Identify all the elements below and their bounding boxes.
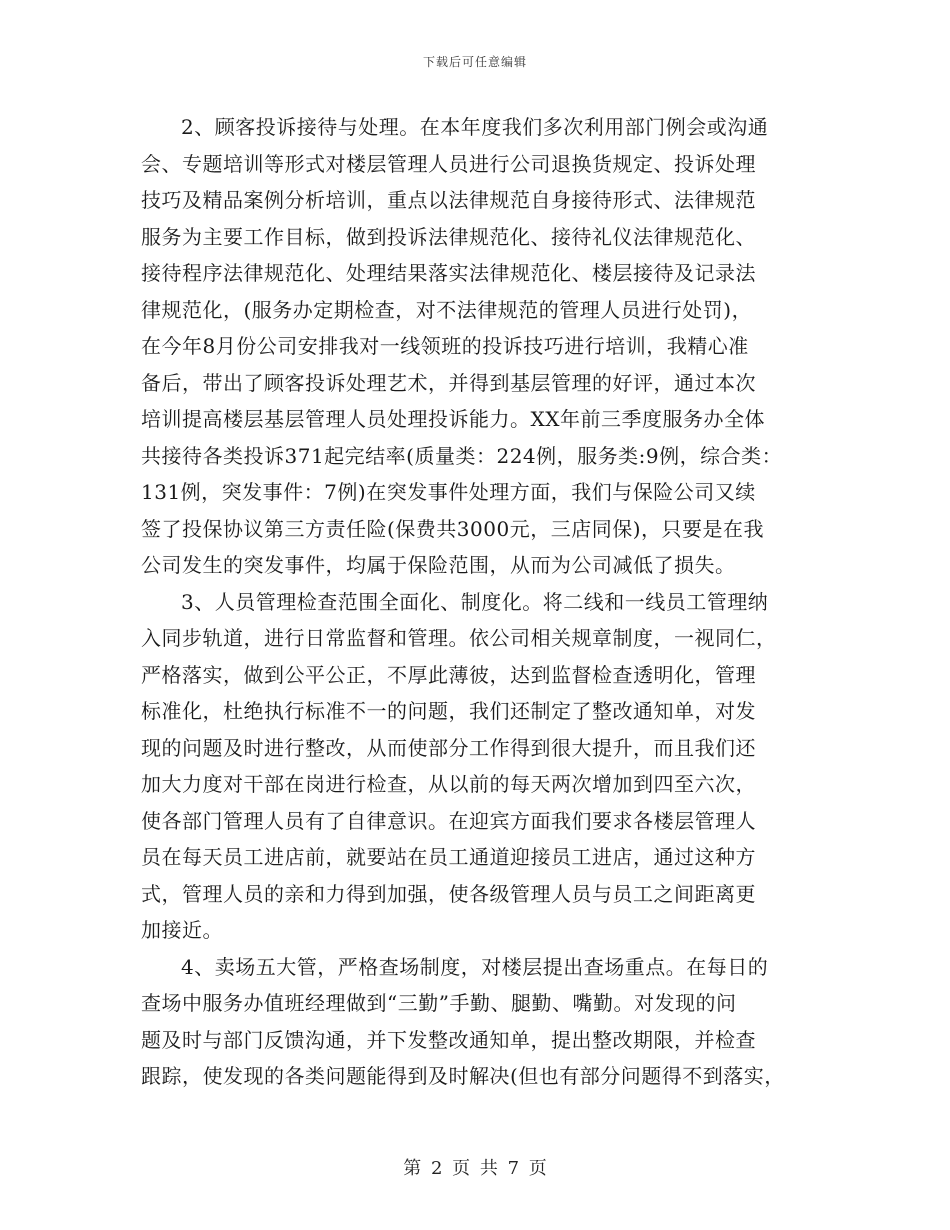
paragraph-2-line: 在今年8月份公司安排我对一线领班的投诉技巧进行培训，我精心准: [141, 334, 749, 358]
paragraph-3-line: 严格落实，做到公平公正，不厚此薄彼，达到监督检查透明化，管理: [141, 662, 756, 687]
paragraph-4-line: 题及时与部门反馈沟通，并下发整改通知单，提出整改期限，并检查: [141, 1027, 756, 1052]
paragraph-2-line: 131例，突发事件：7例)在突发事件处理方面，我们与保险公司又续: [141, 480, 756, 504]
paragraph-2-line: 签了投保协议第三方责任险(保费共3000元，三店同保)，只要是在我: [141, 516, 765, 541]
paragraph-2-line: 技巧及精品案例分析培训，重点以法律规范自身接待形式、法律规范: [141, 188, 756, 212]
page-number-footer: 第 2 页 共 7 页: [403, 1158, 547, 1179]
paragraph-2-line: 接待程序法律规范化、处理结果落实法律规范化、楼层接待及记录法: [141, 261, 756, 285]
paragraph-4-line: 查场中服务办值班经理做到“三勤”手勤、腿勤、嘴勤。对发现的问: [141, 991, 737, 1015]
paragraph-3-line: 现的问题及时进行整改，从而使部分工作得到很大提升，而且我们还: [141, 735, 756, 760]
paragraph-3-line: 加接近。: [141, 918, 223, 942]
page-header: 下载后可任意编辑: [422, 55, 527, 69]
paragraph-4-line: 4、卖场五大管，严格查场制度，对楼层提出查场重点。在每日的: [181, 954, 769, 979]
paragraph-3-line: 员在每天员工进店前，就要站在员工通道迎接员工进店，通过这种方: [141, 845, 756, 869]
paragraph-3-line: 加大力度对干部在岗进行检查，从以前的每天两次增加到四至六次，: [141, 772, 756, 796]
paragraph-2-line: 律规范化，(服务办定期检查，对不法律规范的管理人员进行处罚)，: [141, 297, 753, 322]
paragraph-3-line: 标准化，杜绝执行标准不一的问题，我们还制定了整改通知单，对发: [141, 699, 756, 723]
document-body: [141, 109, 811, 1095]
paragraph-4-line: 跟踪，使发现的各类问题能得到及时解决(但也有部分问题得不到落实，: [141, 1064, 785, 1088]
paragraph-2-line: 共接待各类投诉371起完结率(质量类：224例，服务类:9例，综合类：: [141, 443, 783, 468]
paragraph-3-line: 3、人员管理检查范围全面化、制度化。将二线和一线员工管理纳: [181, 589, 769, 614]
paragraph-2-line: 备后，带出了顾客投诉处理艺术，并得到基层管理的好评，通过本次: [141, 370, 756, 395]
paragraph-2-line: 培训提高楼层基层管理人员处理投诉能力。XX年前三季度服务办全体: [141, 407, 765, 431]
paragraph-2-line: 服务为主要工作目标，做到投诉法律规范化、接待礼仪法律规范化、: [141, 224, 756, 249]
paragraph-3-line: 式，管理人员的亲和力得到加强，使各级管理人员与员工之间距离更: [141, 881, 756, 906]
paragraph-2-line: 会、专题培训等形式对楼层管理人员进行公司退换货规定、投诉处理: [141, 151, 756, 176]
paragraph-2-line: 2、顾客投诉接待与处理。在本年度我们多次利用部门例会或沟通: [181, 115, 769, 139]
paragraph-3-line: 入同步轨道，进行日常监督和管理。依公司相关规章制度，一视同仁，: [141, 626, 777, 650]
paragraph-3-line: 使各部门管理人员有了自律意识。在迎宾方面我们要求各楼层管理人: [141, 808, 756, 833]
paragraph-2-line: 公司发生的突发事件，均属于保险范围，从而为公司减低了损失。: [141, 553, 736, 577]
